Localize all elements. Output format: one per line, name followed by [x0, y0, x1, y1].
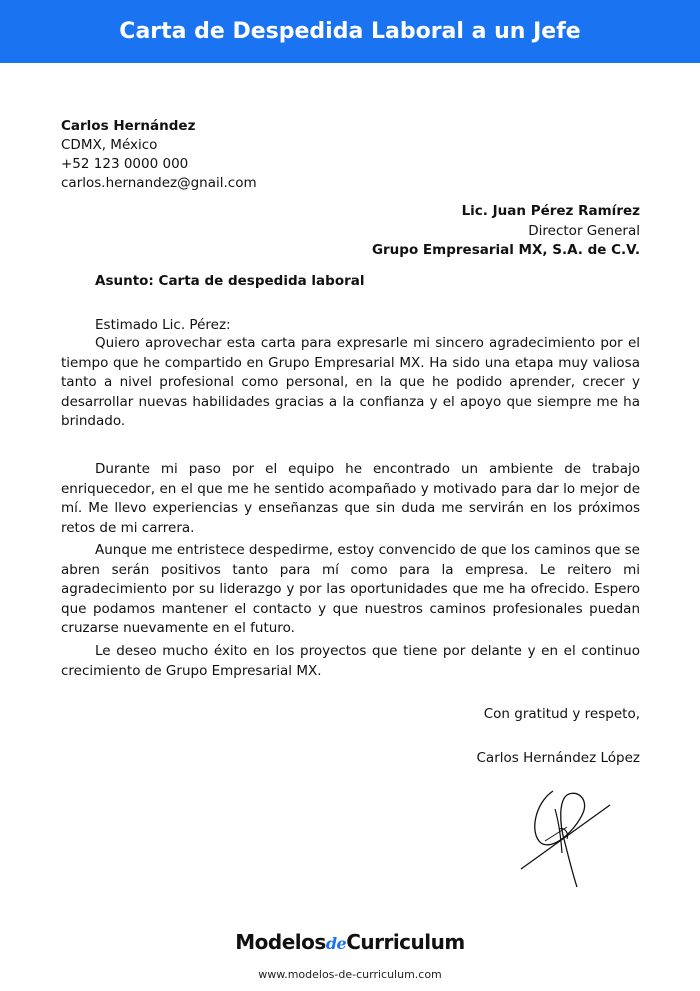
sender-block [61, 117, 257, 193]
recipient-position: Director General [528, 222, 640, 239]
letter-paragraph-1: Quiero aprovechar esta carta para expresarle mi sincero agradecimiento por el tiempo que he compartido en Grupo Empresarial MX. Ha sido una etapa muy valiosa tanto a nivel profesional como personal, en la que he podido aprender, crecer y desarrollar nuevas habilidades gracias a la confianza y el apoyo que siempre me ha brindado. [61, 335, 640, 429]
logo-text-curriculum: Curriculum [346, 930, 465, 954]
page-title: Carta de Despedida Laboral a un Jefe [119, 19, 581, 44]
signer-name: Carlos Hernández López [476, 750, 640, 766]
recipient-name: Lic. Juan Pérez Ramírez [461, 203, 640, 219]
logo-text-de: de [325, 934, 347, 953]
letter-paragraph-4: Le deseo mucho éxito en los proyectos que tiene por delante y en el continuo crecimiento de Grupo Empresarial MX. [61, 643, 640, 679]
recipient-company: Grupo Empresarial MX, S.A. de C.V. [371, 242, 640, 258]
sender-email: carlos.hernandez@gnail.com [61, 175, 257, 191]
letter-paragraph-2: Durante mi paso por el equipo he encontrado un ambiente de trabajo enriquecedor, en el que me he sentido acompañado y motivado para dar lo mejor de mí. Me llevo experiencias y enseñanzas que sin duda me servirán en los próximos retos de mi carrera. [61, 461, 640, 536]
handwritten-signature [515, 783, 615, 893]
recipient-block [372, 202, 640, 261]
sender-phone: +52 123 0000 000 [61, 156, 189, 172]
letter-greeting: Estimado Lic. Pérez: [95, 317, 231, 333]
page-title-banner [0, 0, 700, 63]
sender-city: CDMX, México [61, 137, 158, 153]
letter-subject: Asunto: Carta de despedida laboral [95, 273, 365, 289]
letter-paragraph-3: Aunque me entristece despedirme, estoy convencido de que los caminos que se abren serán positivos tanto para mí como para la empresa. Le reitero mi agradecimiento por su liderazgo y por las oportunidades que me ha ofrecido. Espero que podamos mantener el contacto y que nuestros caminos profesionales puedan cruzarse nuevamente en el futuro. [61, 542, 640, 636]
footer-website: www.modelos-de-curriculum.com [258, 968, 442, 981]
logo-text-modelos: Modelos [235, 930, 326, 954]
site-logo [0, 930, 700, 954]
sender-name: Carlos Hernández [61, 118, 196, 134]
letter-closing: Con gratitud y respeto, [483, 706, 640, 722]
